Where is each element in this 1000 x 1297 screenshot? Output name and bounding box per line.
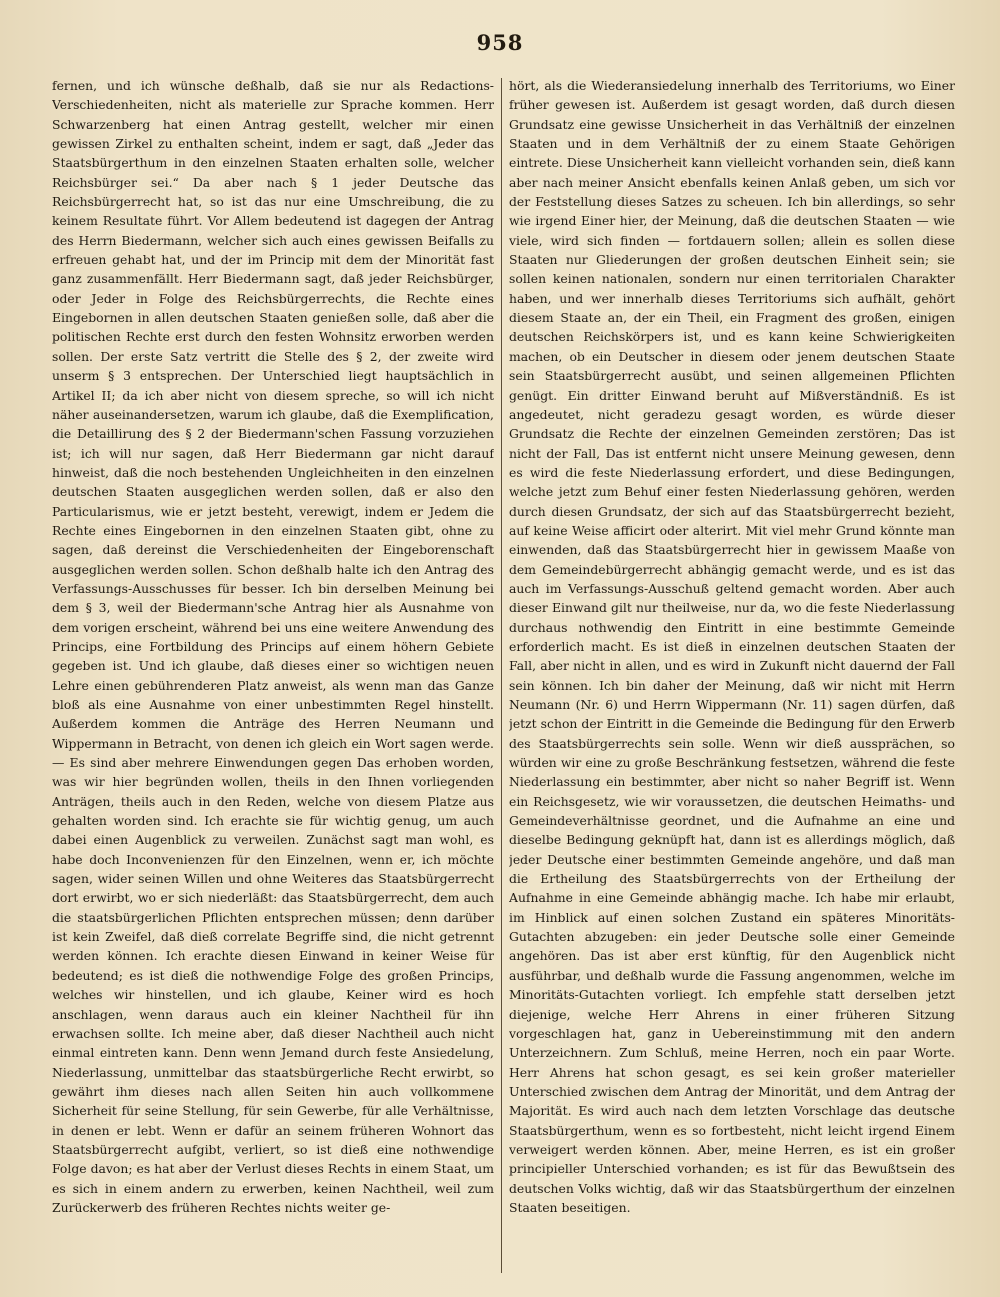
page-number: 958 [476, 30, 524, 55]
right-column-paragraph: hört, als die Wiederansiedelung innerhalb des Territoriums, wo Einer früher gewesen ist. Außerdem ist gesagt worden, daß durch diesen Grundsatz eine gewisse Unsicherheit in das Verhältniß der einzelnen Staaten und in dem Verhältniß der zu einem Staate Gehörigen eintrete. Diese Unsicherheit kann vielleicht vorhanden sein, dieß kann aber nach meiner Ansicht ebenfalls keinen Anlaß geben, um sich vor der Feststellung dieses Satzes zu scheuen. Ich bin allerdings, so sehr wie irgend Einer hier, der Meinung, daß die deutschen Staaten — wie viele, wird sich finden — fortdauern sollen; allein es sollen diese Staaten nur Gliederungen der großen deutschen Einheit sein; sie sollen keinen nationalen, sondern nur einen territorialen Charakter haben, und wer innerhalb dieses Territoriums sich aufhält, gehört diesem Staate an, der ein Theil, ein Fragment des großen, einigen deutschen Reichskörpers ist, und es kann keine Schwierigkeiten machen, ob ein Deutscher in diesem oder jenem deutschen Staate sein Staatsbürgerrecht ausübt, und seinen allgemeinen Pflichten genügt. Ein dritter Einwand beruht auf Mißverständniß. Es ist angedeutet, nicht geradezu gesagt worden, es würde dieser Grundsatz die Rechte der einzelnen Gemeinden zerstören; Das ist nicht der Fall, Das ist entfernt nicht unsere Meinung gewesen, denn es wird die feste Niederlassung erfordert, und diese Bedingungen, welche jetzt zum Behuf einer festen Niederlassung gehören, werden durch diesen Grundsatz, der sich auf das Staatsbürgerrecht bezieht, auf keine Weise afficirt oder alterirt. Mit viel mehr Grund könnte man einwenden, daß das Staatsbürgerrecht hier in gewissem Maaße von dem Gemeindebürgerrecht abhängig gemacht werde, und es ist das auch im Verfassungs-Ausschuß geltend gemacht worden. Aber auch dieser Einwand gilt nur theilweise, nur da, wo die feste Niederlassung durchaus nothwendig den Eintritt in eine bestimmte Gemeinde erforderlich macht. Es ist dieß in einzelnen deutschen Staaten der Fall, aber nicht in allen, und es wird in Zukunft nicht dauernd der Fall sein können. Ich bin daher der Meinung, daß wir nicht mit Herrn Neumann (Nr. 6) und Herrn Wippermann (Nr. 11) sagen dürfen, daß jetzt schon der Eintritt in die Gemeinde die Bedingung für den Erwerb des Staatsbürgerrechts sein solle. Wenn wir dieß aussprächen, so würden wir eine zu große Beschränkung festsetzen, während die feste Niederlassung ein bestimmter, aber nicht so naher Begriff ist. Wenn ein Reichsgesetz, wie wir voraussetzen, die deutschen Heimaths- und Gemeindeverhältnisse geordnet, und die Aufnahme an eine und dieselbe Bedingung geknüpft hat, dann ist es allerdings möglich, daß jeder Deutsche einer bestimmten Gemeinde angehöre, und daß man die Ertheilung des Staatsbürgerrechts von der Ertheilung der Aufnahme in eine Gemeinde abhängig mache. Ich habe mir erlaubt, im Hinblick auf einen solchen Zustand ein späteres Minoritäts-Gutachten abzugeben: ein jeder Deutsche solle einer Gemeinde angehören. Das ist aber erst künftig, für den Augenblick nicht ausführbar, und deßhalb wurde die Fassung angenommen, welche im Minoritäts-Gutachten vorliegt. Ich empfehle statt derselben jetzt diejenige, welche Herr Ahrens in einer früheren Sitzung vorgeschlagen hat, ganz in Uebereinstimmung mit den andern Unterzeichnern. Zum Schluß, meine Herren, noch ein paar Worte. Herr Ahrens hat schon gesagt, es sei kein großer materieller Unterschied zwischen dem Antrag der Minorität, und dem Antrag der Majorität. Es wird auch nach dem letzten Vorschlage das deutsche Staatsbürgerthum, wenn es so fortbesteht, nicht leicht irgend Einem verweigert werden können. Aber, meine Herren, es ist ein großer principieller Unterschied vorhanden; es ist für das Bewußtsein des deutschen Volks wichtig, daß wir das Staatsbürgerthum der einzelnen Staaten beseitigen. [509, 78, 955, 1215]
column-divider [501, 78, 502, 1273]
text-column-right [509, 76, 955, 1281]
text-column-left [52, 76, 494, 1281]
left-column-paragraph: fernen, und ich wünsche deßhalb, daß sie nur als Redactions-Verschiedenheiten, nicht als materielle zur Sprache kommen. Herr Schwarzenberg hat einen Antrag gestellt, welcher mir einen gewissen Zirkel zu enthalten scheint, indem er sagt, daß „Jeder das Staatsbürgerthum in den einzelnen Staaten erhalten solle, welcher Reichsbürger sei.“ Da aber nach § 1 jeder Deutsche das Reichsbürgerrecht hat, so ist das nur eine Umschreibung, die zu keinem Resultate führt. Vor Allem bedeutend ist dagegen der Antrag des Herrn Biedermann, welcher sich auch eines gewissen Beifalls zu erfreuen gehabt hat, und der im Princip mit dem der Minorität fast ganz zusammenfällt. Herr Biedermann sagt, daß jeder Reichsbürger, oder Jeder in Folge des Reichsbürgerrechts, die Rechte eines Eingebornen in allen deutschen Staaten genießen solle, daß aber die politischen Rechte erst durch den festen Wohnsitz erworben werden sollen. Der erste Satz vertritt die Stelle des § 2, der zweite wird unserm § 3 entsprechen. Der Unterschied liegt hauptsächlich in Artikel II; da ich aber nicht von diesem spreche, so will ich nicht näher auseinandersetzen, warum ich glaube, daß die Exemplification, die Detaillirung des § 2 der Biedermann'schen Fassung vorzuziehen ist; ich will nur sagen, daß Herr Biedermann gar nicht darauf hinweist, daß die noch bestehenden Ungleichheiten in den einzelnen deutschen Staaten ausgeglichen werden sollen, daß er also den Particularismus, wie er jetzt besteht, verewigt, indem er Jedem die Rechte eines Eingebornen in den einzelnen Staaten gibt, ohne zu sagen, daß dereinst die Verschiedenheiten der Eingeborenschaft ausgeglichen werden sollen. Schon deßhalb halte ich den Antrag des Verfassungs-Ausschusses für besser. Ich bin derselben Meinung bei dem § 3, weil der Biedermann'sche Antrag hier als Ausnahme von dem vorigen erscheint, während bei uns eine weitere Anwendung des Princips, eine Fortbildung des Princips auf einem höhern Gebiete gegeben ist. Und ich glaube, daß dieses einer so wichtigen neuen Lehre einen gebührenderen Platz anweist, als wenn man das Ganze bloß als eine Ausnahme von einer unbestimmten Regel hinstellt. Außerdem kommen die Anträge des Herren Neumann und Wippermann in Betracht, von denen ich gleich ein Wort sagen werde. — Es sind aber mehrere Einwendungen gegen Das erhoben worden, was wir hier begründen wollen, theils in den Ihnen vorliegenden Anträgen, theils auch in den Reden, welche von diesem Platze aus gehalten worden sind. Ich erachte sie für wichtig genug, um auch dabei einen Augenblick zu verweilen. Zunächst sagt man wohl, es habe doch Inconvenienzen für den Einzelnen, wenn er, ich möchte sagen, wider seinen Willen und ohne Weiteres das Staatsbürgerrecht dort erwirbt, wo er sich niederläßt: das Staatsbürgerrecht, dem auch die staatsbürgerlichen Pflichten entsprechen müssen; denn darüber ist kein Zweifel, daß dieß correlate Begriffe sind, die nicht getrennt werden können. Ich erachte diesen Einwand in keiner Weise für bedeutend; es ist dieß die nothwendige Folge des großen Princips, welches wir hinstellen, und ich glaube, Keiner wird es hoch anschlagen, wenn daraus auch ein kleiner Nachtheil für ihn erwachsen sollte. Ich meine aber, daß dieser Nachtheil auch nicht einmal eintreten kann. Denn wenn Jemand durch feste Ansiedelung, Niederlassung, unmittelbar das staatsbürgerliche Recht erwirbt, so gewährt ihm dieses nach allen Seiten hin auch vollkommene Sicherheit für seine Stellung, für sein Gewerbe, für alle Verhältnisse, in denen er lebt. Wenn er dafür an seinem früheren Wohnort das Staatsbürgerrecht aufgibt, verliert, so ist dieß eine nothwendige Folge davon; es hat aber der Verlust dieses Rechts in einem Staat, um es sich in einem andern zu erwerben, keinen Nachtheil, weil zum Zurückerwerb des früheren Rechtes nichts weiter ge- [52, 78, 494, 1215]
